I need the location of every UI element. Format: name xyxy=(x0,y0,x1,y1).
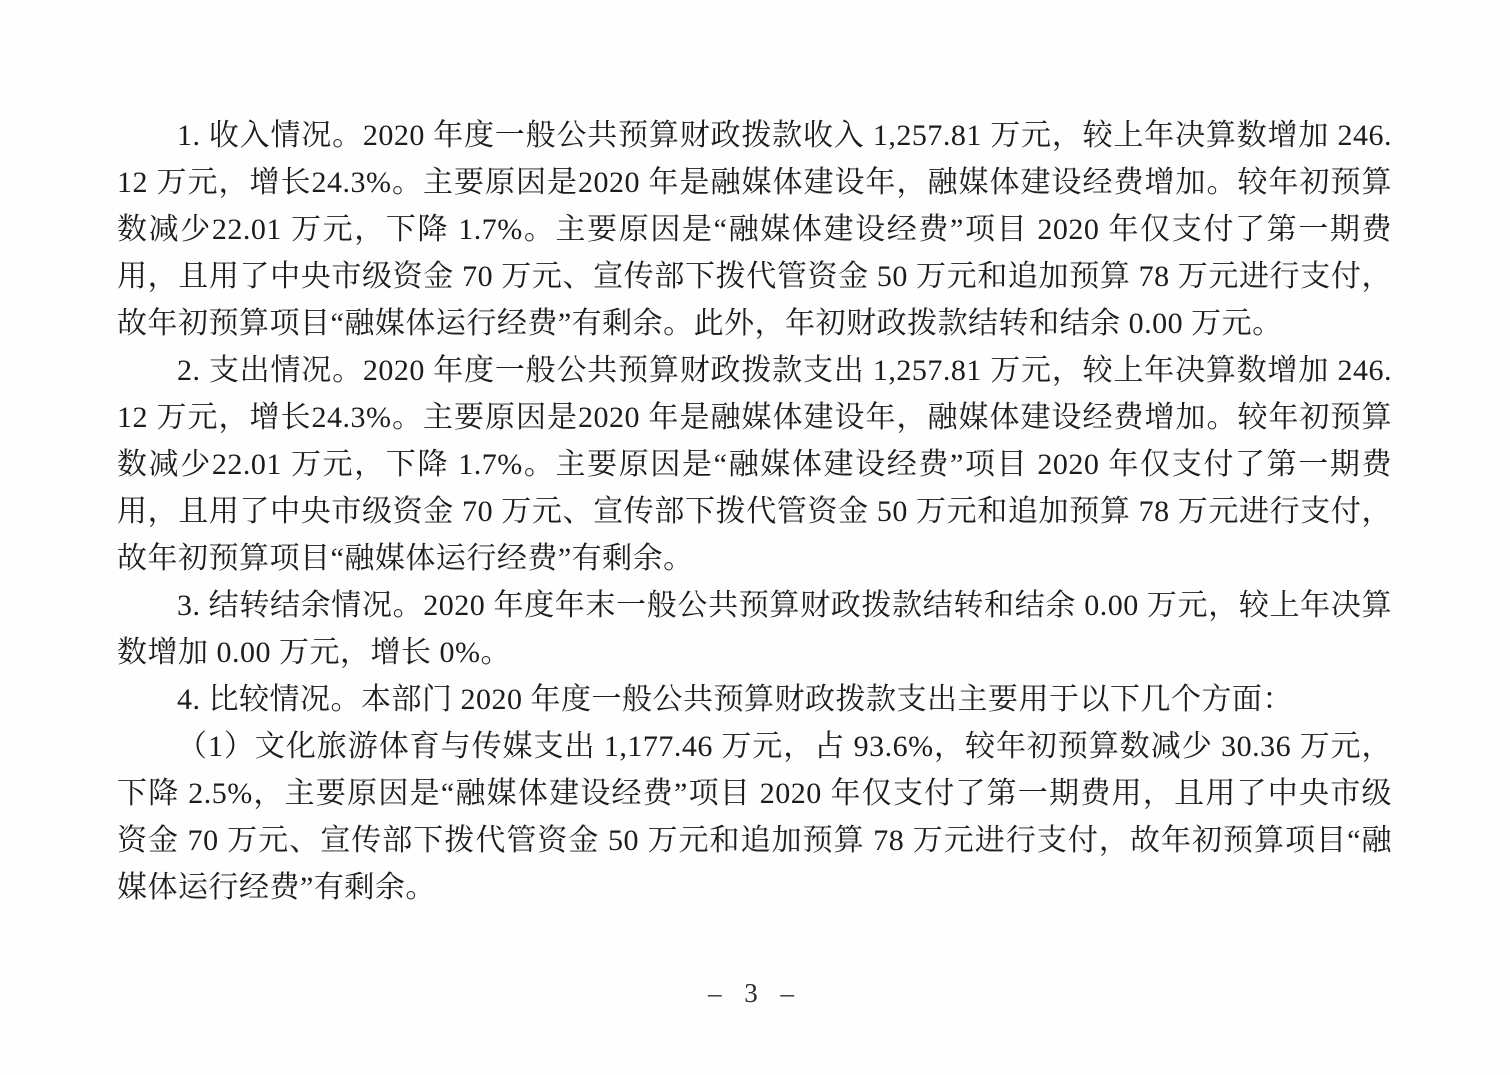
paragraph-expenditure-situation: 2. 支出情况。2020 年度一般公共预算财政拨款支出 1,257.81 万元，较上年决算数增加 246.12 万元，增长24.3%。主要原因是2020 年是融媒体建设年，融媒体建设经费增加。较年初预算数减少22.01 万元，下降 1.7%。主要原因是“融媒体建设经费”项目 2020 年仅支付了第一期费用，且用了中央市级资金 70 万元、宣传部下拨代管资金 50 万元和追加预算 78 万元进行支付，故年初预算项目“融媒体运行经费”有剩余。 xyxy=(117,354,1392,575)
page-footer xyxy=(0,978,1510,1009)
paragraph-carryover-situation: 3. 结转结余情况。2020 年度年末一般公共预算财政拨款结转和结余 0.00 万元，较上年决算数增加 0.00 万元，增长 0%。 xyxy=(117,589,1392,669)
paragraph-culture-tourism-expenditure: （1）文化旅游体育与传媒支出 1,177.46 万元，占 93.6%，较年初预算数减少 30.36 万元，下降 2.5%，主要原因是“融媒体建设经费”项目 2020 年仅支付了第一期费用，且用了中央市级资金 70 万元、宣传部下拨代管资金 50 万元和追加预算 78 万元进行支付，故年初预算项目“融媒体运行经费”有剩余。 xyxy=(117,730,1392,904)
paragraph-income-situation: 1. 收入情况。2020 年度一般公共预算财政拨款收入 1,257.81 万元，较上年决算数增加 246.12 万元，增长24.3%。主要原因是2020 年是融媒体建设年，融媒体建设经费增加。较年初预算数减少22.01 万元，下降 1.7%。主要原因是“融媒体建设经费”项目 2020 年仅支付了第一期费用，且用了中央市级资金 70 万元、宣传部下拨代管资金 50 万元和追加预算 78 万元进行支付，故年初预算项目“融媒体运行经费”有剩余。此外，年初财政拨款结转和结余 0.00 万元。 xyxy=(117,119,1392,340)
paragraph-comparison-situation: 4. 比较情况。本部门 2020 年度一般公共预算财政拨款支出主要用于以下几个方面： xyxy=(177,683,1293,716)
page-number: – 3 – xyxy=(708,978,802,1008)
document-body xyxy=(117,112,1392,911)
